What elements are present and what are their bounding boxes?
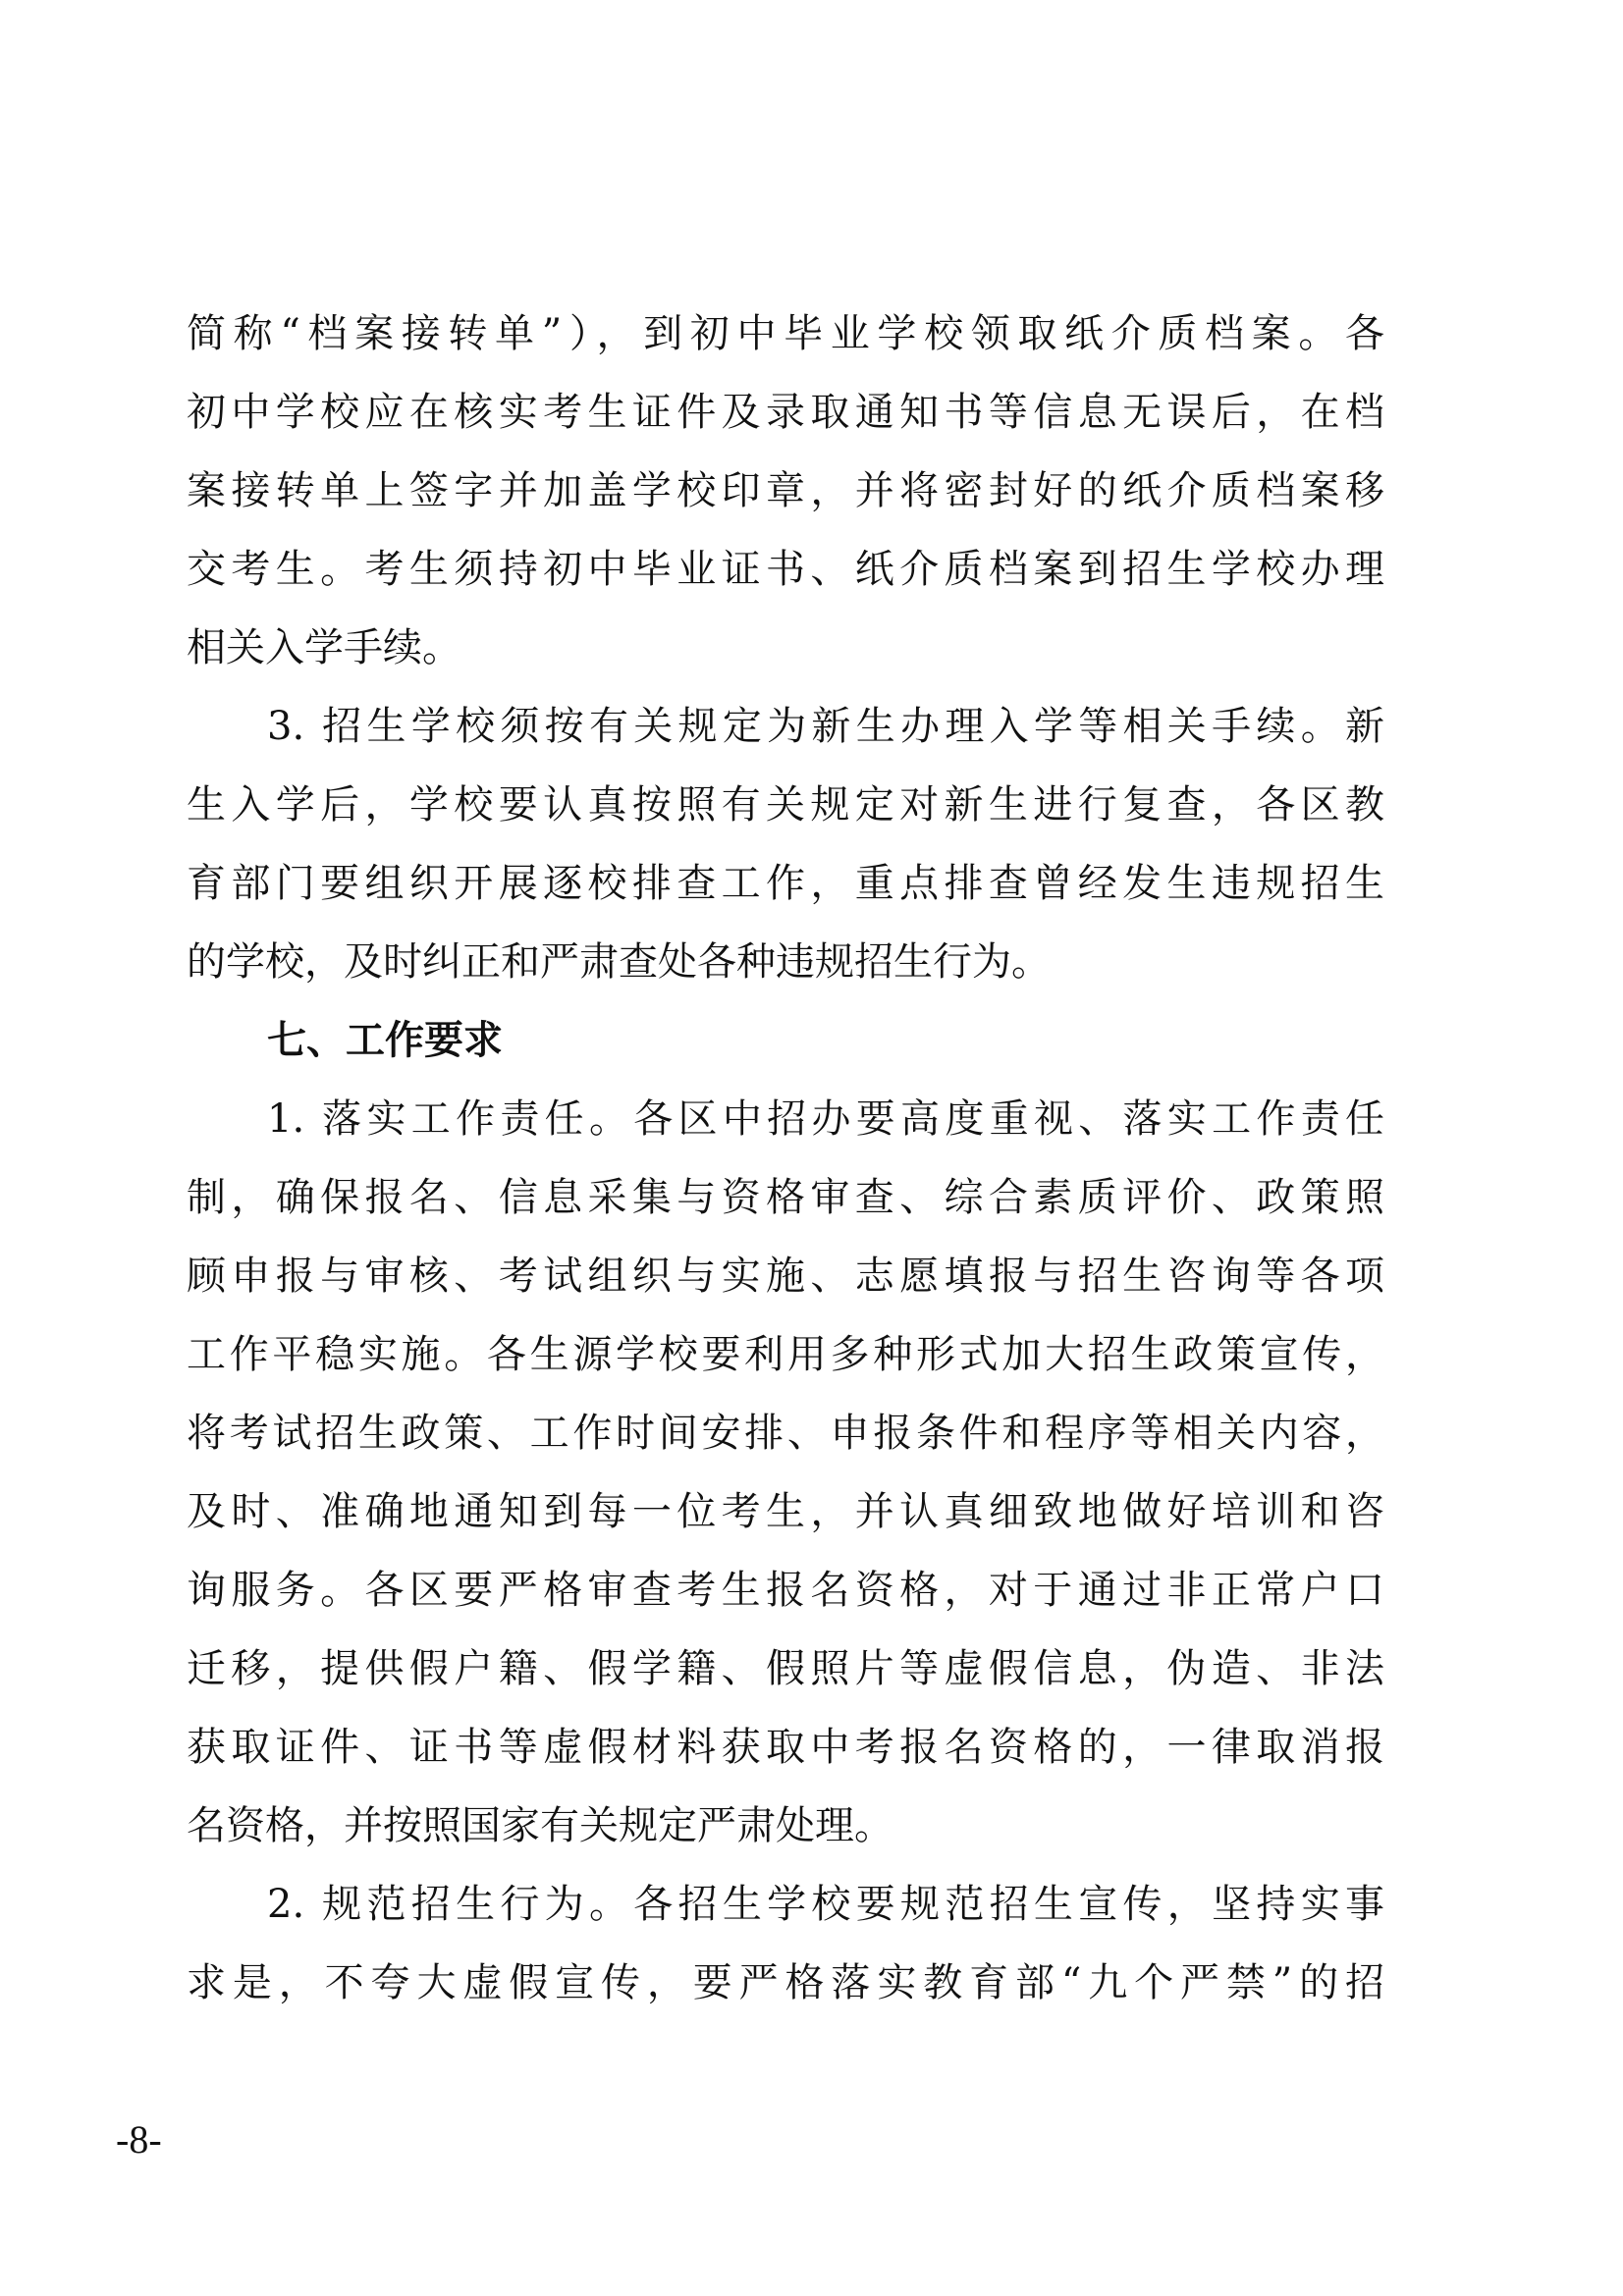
body-text-line: 初中学校应在核实考生证件及录取通知书等信息无误后，在档 bbox=[187, 390, 1384, 435]
body-text-line: 案接转单上签字并加盖学校印章，并将密封好的纸介质档案移 bbox=[187, 468, 1384, 513]
body-text-line: 生入学后，学校要认真按照有关规定对新生进行复查，各区教 bbox=[187, 782, 1384, 828]
body-text-line: 迁移，提供假户籍、假学籍、假照片等虚假信息，伪造、非法 bbox=[187, 1646, 1384, 1691]
body-text-line: 及时、准确地通知到每一位考生，并认真细致地做好培训和咨 bbox=[187, 1489, 1384, 1534]
body-text-line: 3. 招生学校须按有关规定为新生办理入学等相关手续。新 bbox=[267, 704, 1384, 749]
body-text-line: 将考试招生政策、工作时间安排、申报条件和程序等相关内容， bbox=[187, 1411, 1384, 1456]
body-text-line: 名资格，并按照国家有关规定严肃处理。 bbox=[187, 1803, 893, 1848]
body-text-line: 工作平稳实施。各生源学校要利用多种形式加大招生政策宣传， bbox=[187, 1332, 1384, 1377]
body-text-line: 简称“档案接转单”），到初中毕业学校领取纸介质档案。各 bbox=[187, 311, 1384, 356]
body-text-line: 求是，不夸大虚假宣传，要严格落实教育部“九个严禁”的招 bbox=[187, 1960, 1384, 2005]
body-text-line: 的学校，及时纠正和严肃查处各种违规招生行为。 bbox=[187, 939, 1051, 985]
body-text-line: 1. 落实工作责任。各区中招办要高度重视、落实工作责任 bbox=[267, 1096, 1384, 1142]
body-text-line: 2. 规范招生行为。各招生学校要规范招生宣传，坚持实事 bbox=[267, 1882, 1384, 1927]
body-text-line: 获取证件、证书等虚假材料获取中考报名资格的，一律取消报 bbox=[187, 1725, 1384, 1770]
page-number: -8- bbox=[116, 2117, 162, 2162]
body-text-line: 制，确保报名、信息采集与资格审查、综合素质评价、政策照 bbox=[187, 1175, 1384, 1220]
section-heading: 七、工作要求 bbox=[267, 1018, 503, 1063]
body-text-line: 育部门要组织开展逐校排查工作，重点排查曾经发生违规招生 bbox=[187, 861, 1384, 906]
body-text-line: 顾申报与审核、考试组织与实施、志愿填报与招生咨询等各项 bbox=[187, 1254, 1384, 1299]
body-text-line: 交考生。考生须持初中毕业证书、纸介质档案到招生学校办理 bbox=[187, 547, 1384, 592]
body-text-line: 询服务。各区要严格审查考生报名资格，对于通过非正常户口 bbox=[187, 1568, 1384, 1613]
body-text-line: 相关入学手续。 bbox=[187, 625, 461, 670]
